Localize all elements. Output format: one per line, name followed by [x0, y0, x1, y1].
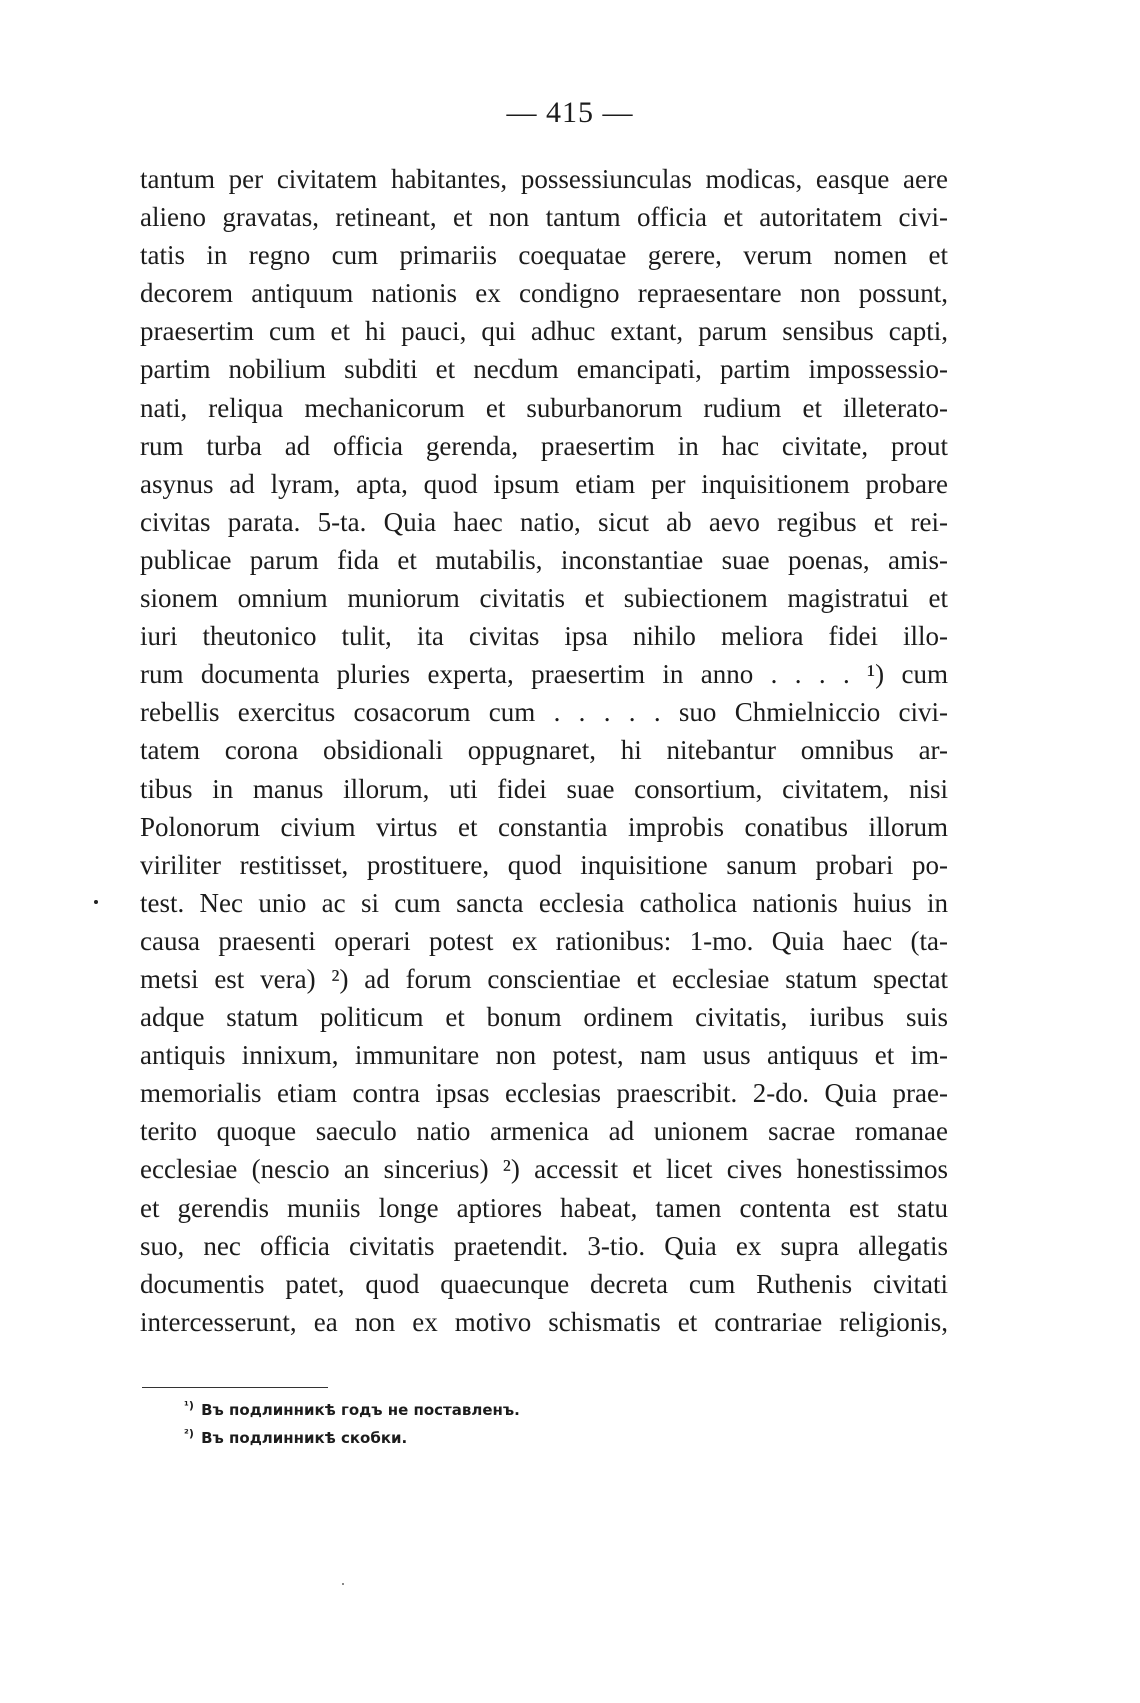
text-line: decorem antiquum nationis ex condigno repraesentare non possunt,	[140, 278, 948, 309]
page-number: — 415 —	[506, 96, 634, 129]
text-line: terito quoque saeculo natio armenica ad unionem sacrae romanae	[140, 1116, 948, 1147]
text-line: adque statum politicum et bonum ordinem civitatis, iuribus suis	[140, 1002, 948, 1033]
text-line: civitas parata. 5-ta. Quia haec natio, sicut ab aevo regibus et rei-	[140, 506, 948, 537]
text-line: tantum per civitatem habitantes, possessiunculas modicas, easque aere	[140, 164, 948, 194]
footnotes	[184, 1394, 884, 1450]
footnote	[184, 1422, 884, 1450]
footnote-text: Въ подлинникѣ скобки.	[201, 1429, 408, 1447]
text-line: intercesserunt, ea non ex motivo schismatis et contrariae religionis,	[140, 1306, 948, 1337]
text-line: tatis in regno cum primariis coequatae gerere, verum nomen et	[140, 240, 948, 271]
text-line: metsi est vera) ²) ad forum conscientiae et ecclesiae statum spectat	[140, 963, 948, 994]
text-line: causa praesenti operari potest ex rationibus: 1-mo. Quia haec (ta-	[140, 925, 948, 956]
text-line: rum documenta pluries experta, praesertim in anno . . . . ¹) cum	[140, 659, 948, 690]
text-line: tibus in manus illorum, uti fidei suae consortium, civitatem, nisi	[140, 773, 948, 804]
text-line: test. Nec unio ac si cum sancta ecclesia catholica nationis huius in	[140, 887, 948, 918]
footnote	[184, 1394, 884, 1422]
text-line: partim nobilium subditi et necdum emancipati, partim impossessio-	[140, 354, 948, 385]
text-line: memorialis etiam contra ipsas ecclesias praescribit. 2-do. Quia prae-	[140, 1078, 948, 1109]
text-line: viriliter restitisset, prostituere, quod inquisitione sanum probari po-	[140, 849, 948, 880]
text-line: Polonorum civium virtus et constantia improbis conatibus illorum	[140, 811, 948, 842]
footnote-text: Въ подлинникѣ годъ не поставленъ.	[201, 1401, 520, 1419]
body-text	[140, 160, 948, 1341]
text-line: antiquis innixum, immunitare non potest, nam usus antiquus et im-	[140, 1040, 948, 1071]
text-line: alieno gravatas, retineant, et non tantum officia et autoritatem civi-	[140, 202, 948, 233]
text-line: ecclesiae (nescio an sincerius) ²) accessit et licet cives honestissimos	[140, 1154, 948, 1185]
text-line: publicae parum fida et mutabilis, inconstantiae suae poenas, amis-	[140, 544, 948, 575]
text-line: nati, reliqua mechanicorum et suburbanorum rudium et illeterato-	[140, 392, 948, 423]
footnote-mark: ¹)	[184, 1399, 194, 1412]
text-line: documentis patet, quod quaecunque decreta cum Ruthenis civitati	[140, 1268, 948, 1299]
text-line: rum turba ad officia gerenda, praesertim in hac civitate, prout	[140, 430, 948, 461]
text-line: tatem corona obsidionali oppugnaret, hi nitebantur omnibus ar-	[140, 735, 948, 766]
scan-speck	[342, 1583, 344, 1585]
footnote-mark: ²)	[184, 1427, 194, 1440]
text-line: rebellis exercitus cosacorum cum . . . . . suo Chmielniccio civi-	[140, 697, 948, 728]
text-line: iuri theutonico tulit, ita civitas ipsa nihilo meliora fidei illo-	[140, 621, 948, 652]
footnote-divider	[142, 1387, 328, 1388]
text-line: sionem omnium muniorum civitatis et subiectionem magistratui et	[140, 583, 948, 614]
text-line: praesertim cum et hi pauci, qui adhuc extant, parum sensibus capti,	[140, 316, 948, 347]
text-line: asynus ad lyram, apta, quod ipsum etiam per inquisitionem probare	[140, 468, 948, 499]
text-line: et gerendis muniis longe aptiores habeat, tamen contenta est statu	[140, 1192, 948, 1223]
text-line: suo, nec officia civitatis praetendit. 3-tio. Quia ex supra allegatis	[140, 1230, 948, 1261]
margin-mark	[94, 900, 98, 904]
